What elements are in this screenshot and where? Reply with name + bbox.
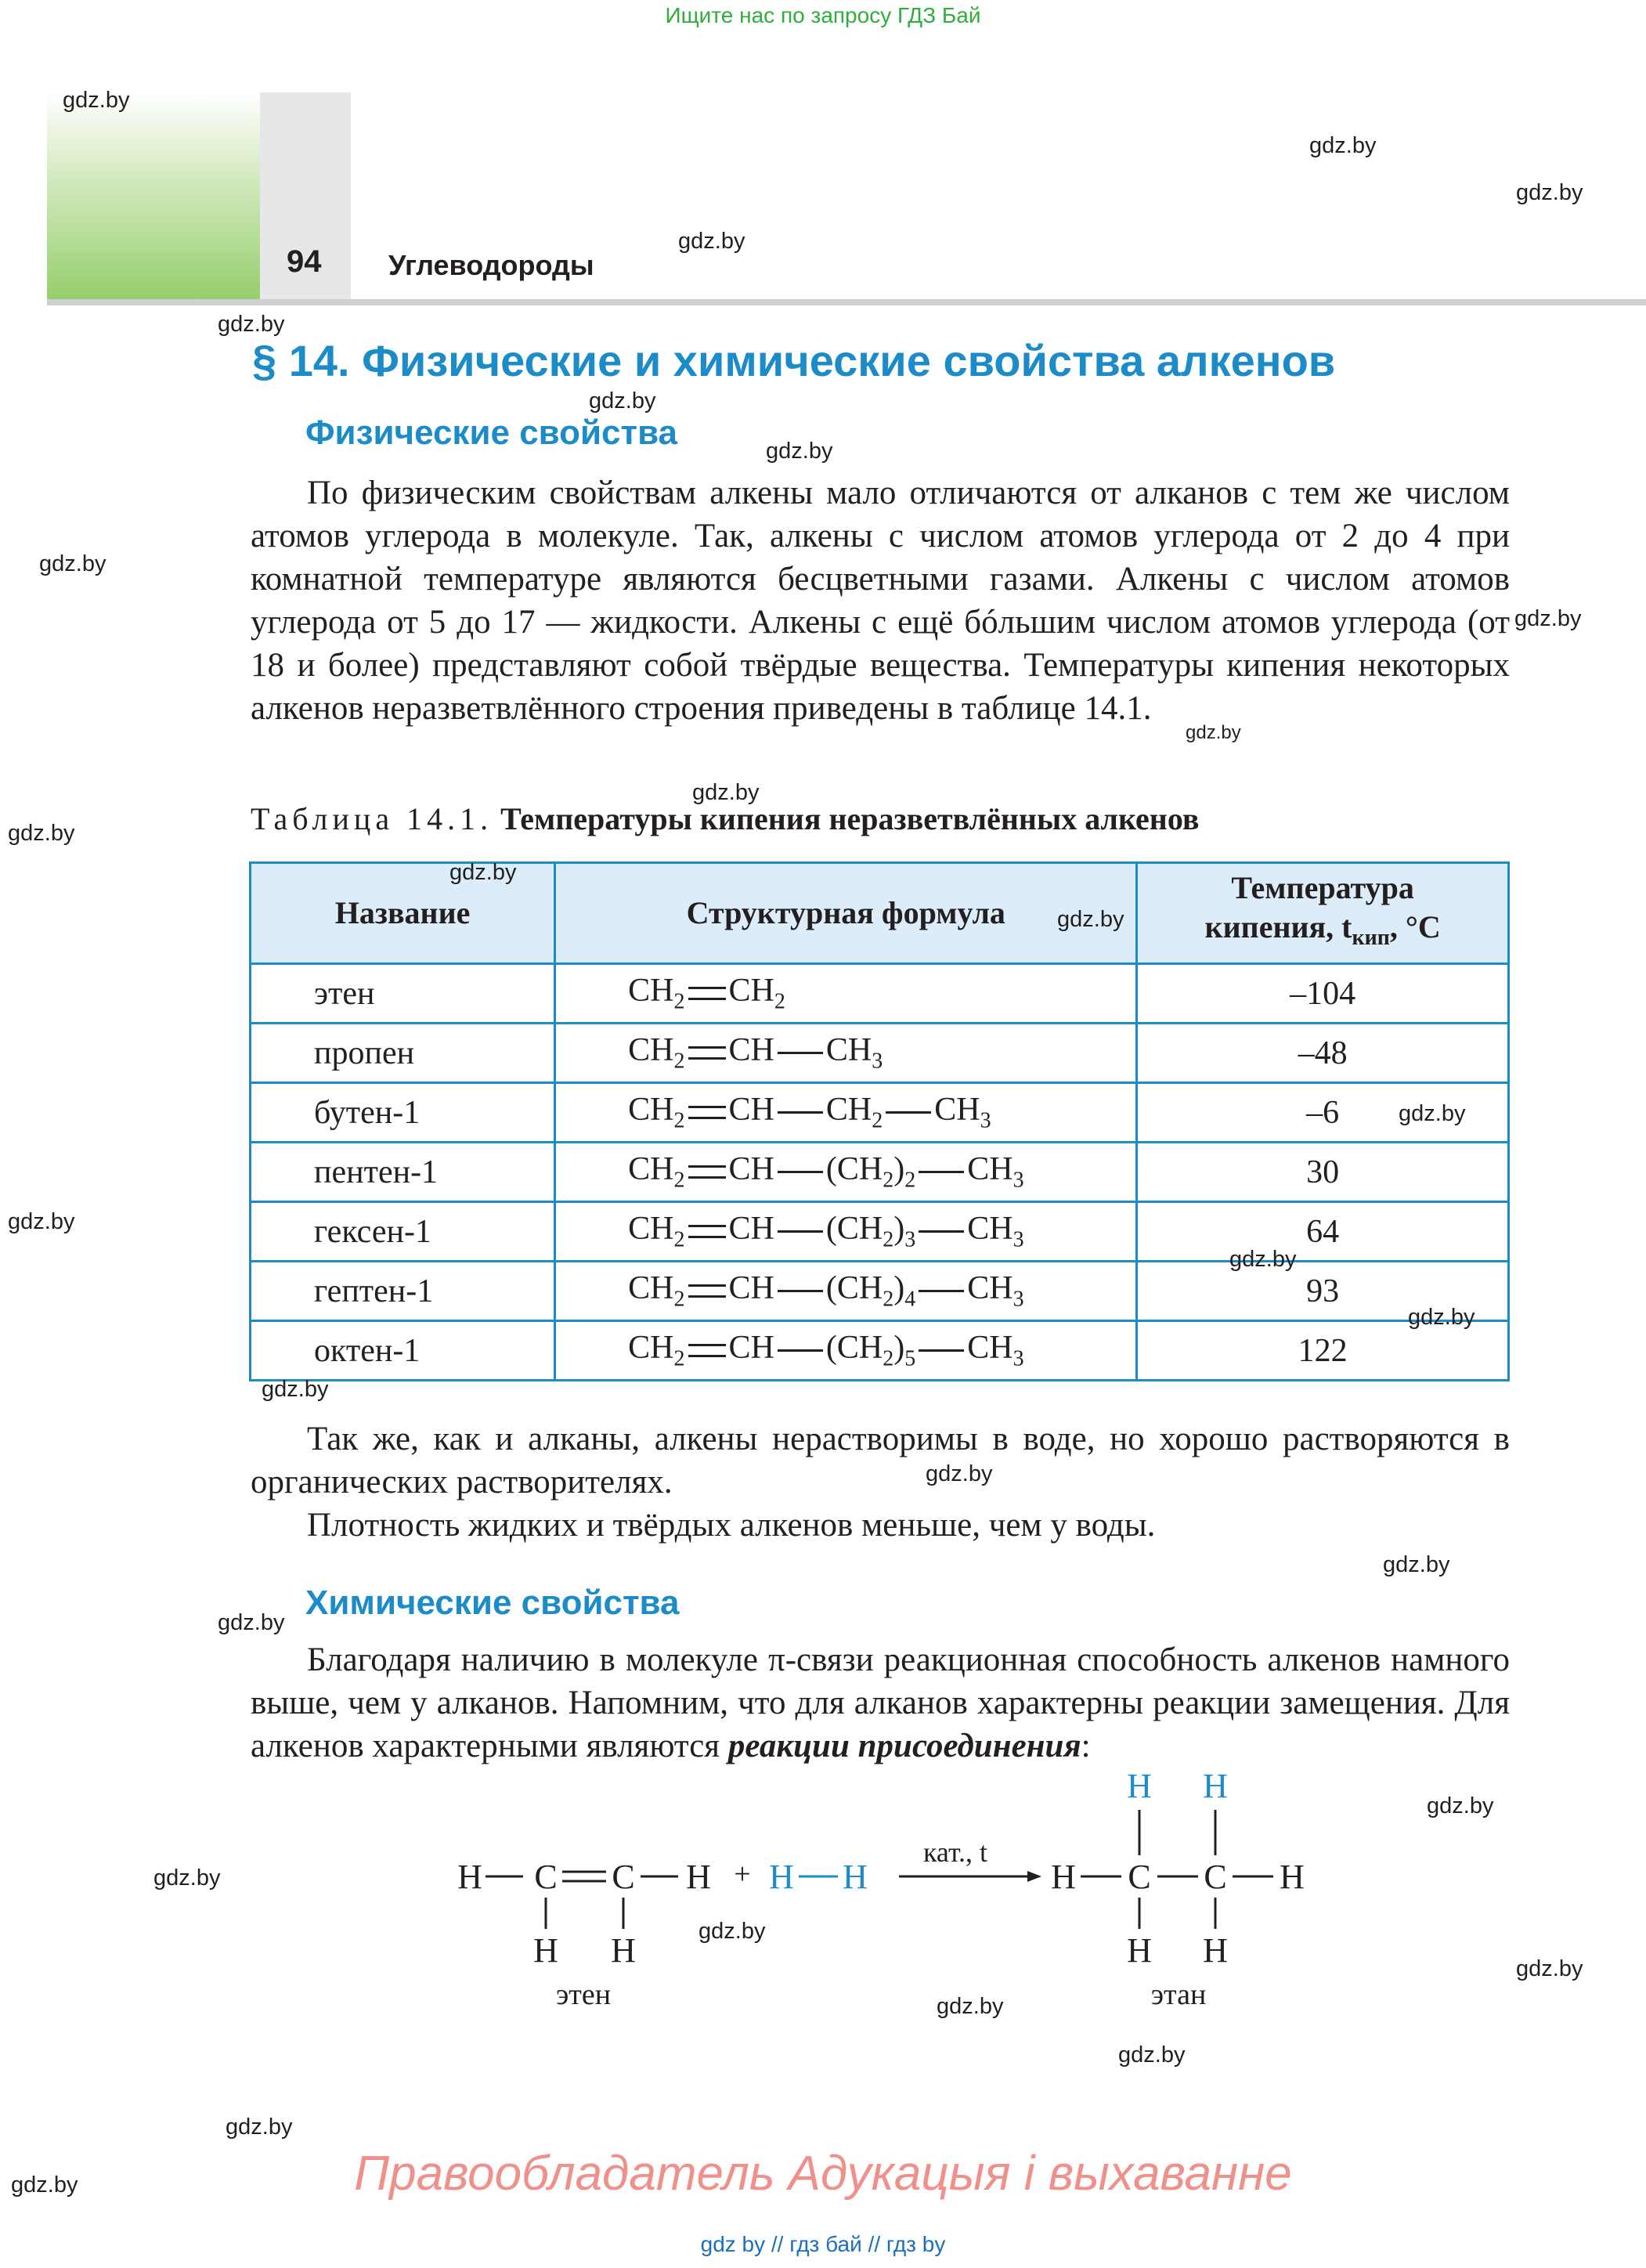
- watermark: gdz.by: [1427, 1793, 1494, 1818]
- ethene-c2: C: [612, 1858, 635, 1896]
- reaction-conditions: кат., t: [922, 1836, 988, 1868]
- plus-sign: +: [734, 1858, 751, 1891]
- watermark: gdz.by: [678, 229, 745, 254]
- watermark: gdz.by: [766, 439, 833, 464]
- row-name: бутен-1: [251, 1083, 555, 1143]
- row-name: гептен-1: [251, 1262, 555, 1321]
- header-formula: Структурная формула: [555, 863, 1137, 964]
- row-formula: $CH_2$ CH $CH_3$: [555, 1024, 1137, 1083]
- ethane-label: этан: [1150, 1978, 1207, 2011]
- watermark: gdz.by: [218, 1610, 285, 1635]
- ethane-h-bottom2: H: [1203, 1931, 1228, 1970]
- watermark: gdz.by: [1408, 1305, 1475, 1330]
- row-name: октен-1: [251, 1321, 555, 1381]
- row-boiling-point: 64: [1137, 1202, 1509, 1262]
- table-row: [251, 1143, 1509, 1202]
- table-row: [251, 1083, 1509, 1143]
- watermark: gdz.by: [1383, 1552, 1450, 1577]
- ethane-h-top1: H: [1127, 1767, 1152, 1805]
- header-rule: [47, 299, 1646, 305]
- row-formula: $CH_2$ CH $(CH_2)_5$ $CH_3$: [555, 1321, 1137, 1381]
- watermark: gdz.by: [153, 1865, 221, 1891]
- h2-h2: H: [843, 1858, 868, 1896]
- ethane-h-right: H: [1280, 1858, 1305, 1896]
- table-header-row: [251, 863, 1509, 964]
- density-text: Плотность жидких и твёрдых алкенов меньше, чем у воды.: [307, 1507, 1156, 1544]
- watermark: gdz.by: [1516, 1956, 1583, 1981]
- top-banner: Ищите нас по запросу ГДЗ Бай: [665, 3, 981, 27]
- ethene-h-right: H: [686, 1858, 711, 1896]
- header-bp-line2: кипения, $t_{кип}$, °C: [1204, 909, 1441, 950]
- density-paragraph: [251, 1504, 1510, 1547]
- chemical-properties-heading: Химические свойства: [305, 1584, 680, 1622]
- watermark: gdz.by: [63, 88, 130, 113]
- chemical-properties-paragraph: Благодаря наличию в молекуле π-связи реакционная способность алкенов намного выше, чем у алканов. Напомним, что для алканов характерны реакции замещения. Для алкенов характерными являются реакции присоединения:: [251, 1641, 1510, 1764]
- row-boiling-point: –48: [1137, 1024, 1509, 1083]
- row-name: гексен-1: [251, 1202, 555, 1262]
- watermark: gdz.by: [8, 1209, 75, 1234]
- watermark: gdz.by: [1309, 133, 1377, 158]
- addition-reactions-emphasis: реакции присоединения: [727, 1728, 1081, 1764]
- table-row: [251, 1024, 1509, 1083]
- physical-properties-paragraph: [251, 471, 1510, 730]
- copyright-notice: Правообладатель Адукацыя і выхаванне: [354, 2147, 1292, 2201]
- watermark: gdz.by: [692, 780, 760, 805]
- watermark: gdz.by: [937, 1994, 1004, 2019]
- watermark: gdz.by: [1514, 606, 1582, 631]
- watermark: gdz.by: [1516, 180, 1583, 205]
- row-formula: $CH_2$ $CH_2$: [555, 964, 1137, 1024]
- physical-properties-text: По физическим свойствам алкены мало отличаются от алканов с тем же числом атомов углерода в молекуле. Так, алкены с числом атомов углерода от 2 до 4 при комнатной температуре являются бесцветными газами. Алкены с числом атомов углерода от 5 до 17 — жидкости. Алкены с ещё бóльшим числом атомов углерода (от 18 и более) представляют собой твёрдые вещества. Температуры кипения некоторых алкенов неразветвлённого строения приведены в таблице 14.1.: [251, 475, 1510, 727]
- table-row: [251, 1321, 1509, 1381]
- ethene-h-bottom1: H: [533, 1931, 558, 1970]
- header-green-block: [47, 92, 260, 305]
- row-boiling-point: 122: [1137, 1321, 1509, 1381]
- chemical-properties-text: Благодаря наличию в молекуле π-связи реакционная способность алкенов намного выше, чем у алканов. Напомним, что для алканов характерны реакции замещения. Для алкенов характерными являются: [251, 1641, 1510, 1764]
- ethane-h-bottom1: H: [1127, 1931, 1152, 1970]
- watermark: gdz.by: [1057, 907, 1124, 932]
- header-boiling-point: [1137, 863, 1509, 964]
- page-number: 94: [287, 244, 322, 279]
- boiling-points-table: [249, 861, 1510, 1381]
- header-name: Название: [251, 863, 555, 964]
- watermark: gdz.by: [698, 1919, 766, 1944]
- watermark: gdz.by: [8, 821, 75, 846]
- row-formula: $CH_2$ CH $(CH_2)_4$ $CH_3$: [555, 1262, 1137, 1321]
- table-row: [251, 964, 1509, 1024]
- watermark: gdz.by: [1399, 1101, 1466, 1126]
- solubility-text: Так же, как и алканы, алкены нерастворимы в воде, но хорошо растворяются в органических растворителях.: [251, 1421, 1510, 1501]
- watermark: gdz.by: [1186, 722, 1241, 743]
- row-boiling-point: –6: [1137, 1083, 1509, 1143]
- table-caption: [251, 800, 1199, 837]
- row-formula: $CH_2$ CH $(CH_2)_2$ $CH_3$: [555, 1143, 1137, 1202]
- table-caption-label: Таблица 14.1.: [251, 801, 493, 836]
- watermark: gdz.by: [11, 2172, 78, 2198]
- table-row: [251, 1262, 1509, 1321]
- row-formula: $CH_2$ CH $(CH_2)_3$ $CH_3$: [555, 1202, 1137, 1262]
- watermark: gdz.by: [218, 312, 285, 337]
- h2-h1: H: [769, 1858, 794, 1896]
- section-title: § 14. Физические и химические свойства алкенов: [252, 336, 1336, 385]
- watermark: gdz.by: [39, 551, 106, 576]
- watermark: gdz.by: [449, 860, 517, 885]
- row-boiling-point: 93: [1137, 1262, 1509, 1321]
- row-name: пентен-1: [251, 1143, 555, 1202]
- row-name: пропен: [251, 1024, 555, 1083]
- ethane-c1: C: [1128, 1858, 1151, 1896]
- running-head: Углеводороды: [388, 249, 594, 281]
- row-boiling-point: –104: [1137, 964, 1509, 1024]
- header-bp-line1: Температура: [1231, 870, 1414, 905]
- hydrogenation-reaction-diagram: [439, 1766, 1339, 2017]
- row-formula: $CH_2$ CH $CH_2$ $CH_3$: [555, 1083, 1137, 1143]
- footer-links[interactable]: gdz by // гдз бай // гдз by: [700, 2232, 946, 2256]
- ethane-h-top2: H: [1203, 1767, 1228, 1805]
- table-caption-title: Температуры кипения неразветвлённых алкенов: [500, 801, 1200, 836]
- watermark: gdz.by: [1118, 2042, 1186, 2068]
- watermark: gdz.by: [262, 1377, 329, 1402]
- physical-properties-heading: Физические свойства: [305, 414, 678, 452]
- ethene-h-bottom2: H: [611, 1931, 636, 1970]
- watermark: gdz.by: [1229, 1247, 1297, 1272]
- watermark: gdz.by: [926, 1461, 993, 1486]
- ethene-label: этен: [555, 1978, 612, 2011]
- ethene-h-left: H: [457, 1858, 482, 1896]
- table-row: [251, 1202, 1509, 1262]
- ethene-c1: C: [534, 1858, 558, 1896]
- ethane-c2: C: [1204, 1858, 1227, 1896]
- watermark: gdz.by: [589, 388, 656, 414]
- solubility-paragraph: [251, 1418, 1510, 1504]
- row-boiling-point: 30: [1137, 1143, 1509, 1202]
- watermark: gdz.by: [226, 2115, 293, 2140]
- ethane-h-left: H: [1051, 1858, 1076, 1896]
- row-name: этен: [251, 964, 555, 1024]
